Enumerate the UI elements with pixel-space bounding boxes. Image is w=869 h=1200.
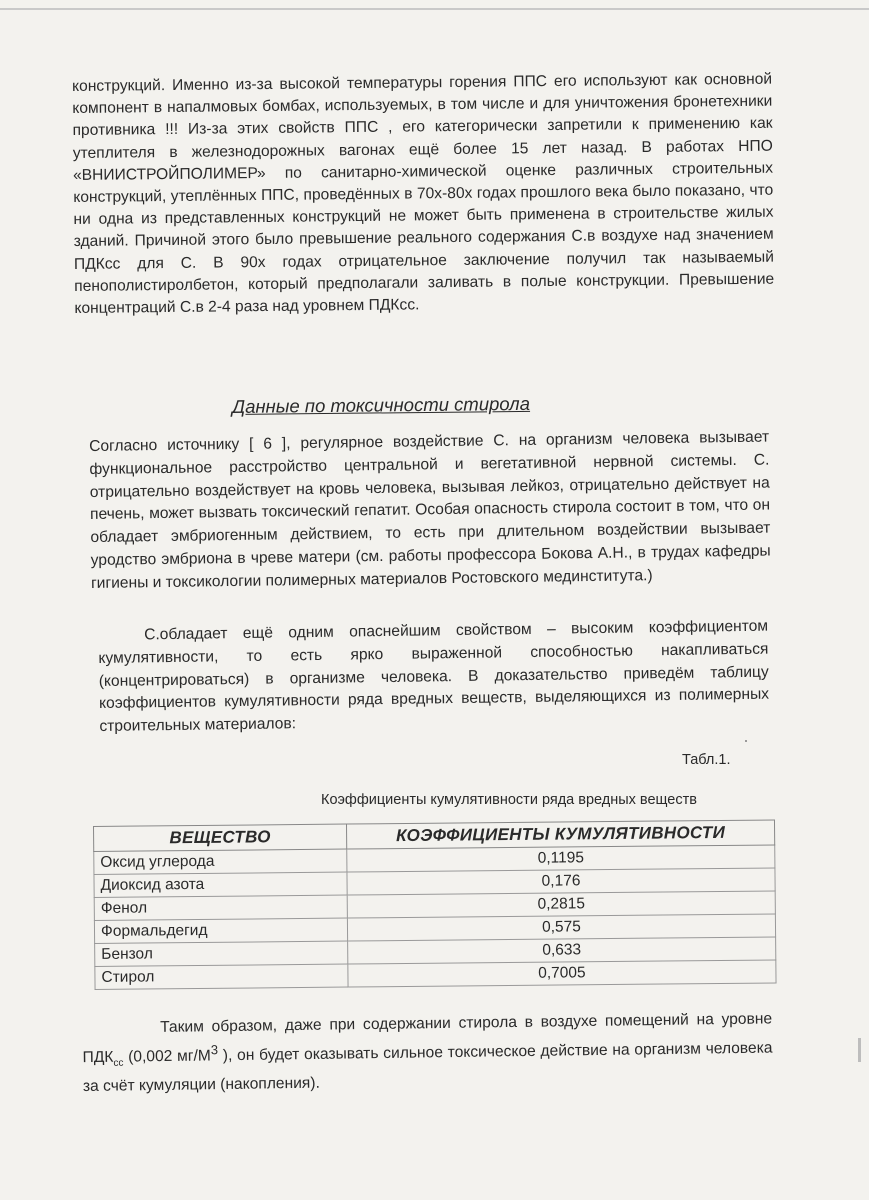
substance-cell: Стирол bbox=[95, 964, 348, 989]
substance-cell: Фенол bbox=[94, 895, 347, 920]
section-title: Данные по токсичности стирола bbox=[232, 392, 531, 417]
table-caption: Коэффициенты кумулятивности ряда вредных веществ bbox=[321, 792, 697, 808]
pdk-subscript: сс bbox=[113, 1057, 124, 1069]
header-substance: ВЕЩЕСТВО bbox=[94, 824, 347, 851]
coefficient-cell: 0,575 bbox=[347, 914, 775, 941]
coefficient-cell: 0,633 bbox=[348, 937, 776, 964]
unit-superscript: 3 bbox=[210, 1041, 219, 1058]
coefficient-cell: 0,1195 bbox=[347, 845, 775, 872]
header-coefficients: КОЭФФИЦИЕНТЫ КУМУЛЯТИВНОСТИ bbox=[346, 820, 774, 849]
paragraph-ppc-construction: конструкций. Именно из-за высокой температуры горения ППС его используют как основной компонент в напалмовых бомбах, используемых, в том числе и для уничтожения бронетехники противника !!! Из-за этих свойств ППС , его категорически запретили к применению как утеплителя в железнодорожных вагонах ещё более 15 лет назад. В работах НПО «ВНИИСТРОЙПОЛИМЕР» по санитарно-химической оценке различных строительных конструкций, утеплённых ППС, проведённых в 70х-80х годах прошлого века было показано, что ни одна из представленных конструкций не может быть применена в строительстве жилых зданий. Причиной этого было превышение реального содержания С.в воздухе над значением ПДКсс для С. В 90х годах отрицательное заключение получил так называемый пенополистиролбетон, который предполагали заливать в полые конструкции. Превышение концентраций С.в 2-4 раза над уровнем ПДКсс. bbox=[72, 70, 775, 318]
paragraph-conclusion bbox=[82, 1008, 773, 1098]
substance-cell: Оксид углерода bbox=[94, 849, 347, 874]
conclusion-text-end: ), он будет оказывать сильное токсическое действие на организм человека за счёт кумуляции (накопления). bbox=[82, 1039, 773, 1095]
conclusion-text-mid: (0,002 мг/М bbox=[123, 1047, 211, 1066]
scan-edge-mark bbox=[858, 1038, 861, 1062]
substance-cell: Бензол bbox=[95, 941, 348, 966]
coefficient-cell: 0,2815 bbox=[347, 891, 775, 918]
substance-cell: Диоксид азота bbox=[94, 872, 347, 897]
substance-cell: Формальдегид bbox=[94, 918, 347, 943]
scan-speck bbox=[745, 740, 747, 742]
paragraph-toxicity: Согласно источнику [ 6 ], регулярное воздействие С. на организм человека вызывает функциональное расстройство центральной и вегетативной нервной системы. С. отрицательно воздействует на кровь человека, вызывая лейкоз, отрицательно действует на печень, может вызвать токсический гепатит. Особая опасность стирола состоит в том, что он обладает эмбриогенным действием, то есть при длительном воздействии вызывает уродство эмбриона в чреве матери (см. работы профессора Бокова А.Н., в трудах кафедры гигиены и токсикологии полимерных материалов Ростовского мединститута.) bbox=[89, 428, 771, 592]
table-number-label: Табл.1. bbox=[682, 752, 731, 768]
coefficient-cell: 0,176 bbox=[347, 868, 775, 895]
coefficient-cell: 0,7005 bbox=[348, 960, 776, 987]
paragraph-cumulativity: С.обладает ещё одним опаснейшим свойством – высоким коэффициентом кумулятивности, то есть ярко выраженной способностью накапливаться (концентрироваться) в организме человека. В доказательство приведём таблицу коэффициентов кумулятивности ряда вредных веществ, выделяющихся из полимерных строительных материалов: bbox=[98, 617, 770, 736]
cumulativity-table bbox=[93, 819, 777, 990]
conclusion-text-start: Таким образом, даже при содержании стирола в воздухе помещений на уровне ПДК bbox=[82, 1010, 773, 1066]
scan-edge-line bbox=[0, 8, 869, 10]
